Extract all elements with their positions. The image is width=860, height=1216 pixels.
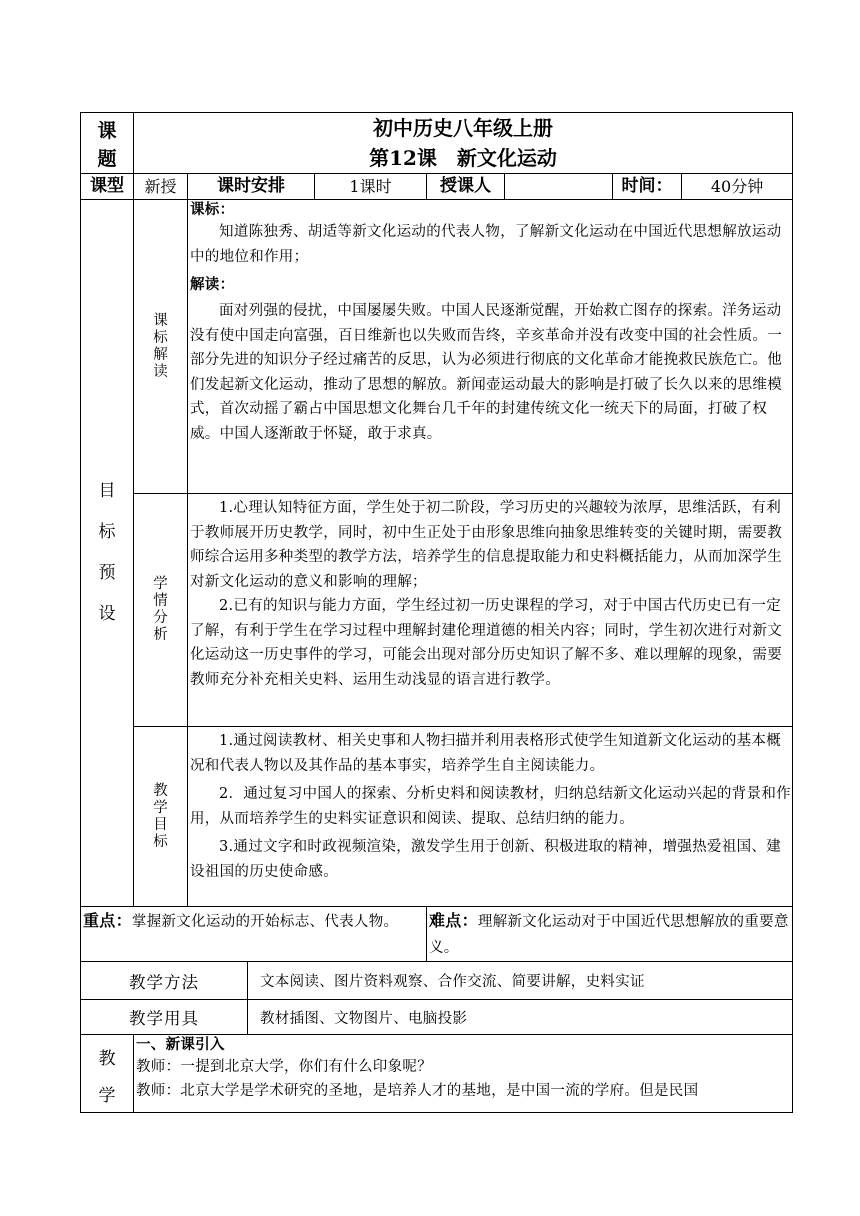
goals-label-cell — [81, 200, 134, 907]
side-char: 目 — [153, 816, 168, 833]
objectives-side-label — [134, 727, 188, 907]
teacher-label: 授课人 — [427, 174, 505, 200]
side-char: 解 — [153, 346, 168, 363]
lesson-type-value: 新授 — [134, 174, 188, 200]
student-analysis-p1: 1.心理认知特征方面，学生处于初二阶段，学习历史的兴趣较为浓厚，思维活跃，有利于教师展开历史教学，同时，初中生正处于由形象思维向抽象思维转变的关键时期，需要教师综合运用多种类型的教学方法，培养学生的信息提取能力和史料概括能力，从而加深学生对新文化运动的意义和影响的理解； — [190, 500, 782, 590]
methods-value: 文本阅读、图片资料观察、合作交流、简要讲解，史料实证 — [248, 962, 793, 1000]
difficult-point-cell — [427, 907, 793, 962]
time-label: 时间： — [613, 174, 682, 200]
side-char: 析 — [153, 627, 168, 643]
process-section-title: 一、新课引入 — [136, 1036, 225, 1053]
curriculum-side-label — [134, 200, 188, 494]
objective-3: 3.通过文字和时政视频渲染，激发学生用于创新、积极进取的精神，增强热爱祖国、建设祖国的历史使命感。 — [190, 839, 782, 880]
process-content — [134, 1035, 793, 1113]
side-char: 标 — [153, 833, 168, 850]
student-analysis-side-label — [134, 494, 188, 727]
topic-label-cell — [81, 113, 134, 174]
side-char: 读 — [153, 363, 168, 380]
lesson-plan-table — [80, 112, 793, 1113]
objective-1: 1.通过阅读教材、相关史事和人物扫描并利用表格形式使学生知道新文化运动的基本概况和代表人物以及其作品的基本事实，培养学生自主阅读能力。 — [190, 733, 782, 774]
topic-label-char: 题 — [97, 148, 117, 170]
standard-text: 知道陈独秀、胡适等新文化运动的代表人物，了解新文化运动在中国近代思想解放运动中的地位和作用； — [190, 224, 782, 265]
student-analysis-content — [188, 494, 793, 727]
side-char: 标 — [153, 329, 168, 346]
lesson-title-line1: 初中历史八年级上册 — [373, 116, 554, 140]
lesson-plan — [80, 112, 792, 1113]
key-point-text: 掌握新文化运动的开始标志、代表人物。 — [131, 914, 399, 930]
time-value: 40分钟 — [682, 174, 793, 200]
process-line-1: 教师：一提到北京大学，你们有什么印象呢？ — [136, 1059, 432, 1075]
schedule-label: 课时安排 — [188, 174, 315, 200]
curriculum-content — [188, 200, 793, 494]
side-char: 学 — [153, 799, 168, 816]
goals-label-char: 标 — [98, 522, 116, 542]
tools-value: 教材插图、文物图片、电脑投影 — [248, 1000, 793, 1035]
goals-label-char: 预 — [98, 563, 116, 583]
tools-label: 教学用具 — [81, 1000, 248, 1035]
side-char: 课 — [153, 312, 168, 329]
process-line-2: 教师：北京大学是学术研究的圣地，是培养人才的基地，是中国一流的学府。但是民国 — [136, 1083, 699, 1099]
side-char: 教 — [153, 782, 168, 799]
lesson-title-line2: 第12课 新文化运动 — [369, 146, 557, 170]
topic-label-char: 课 — [97, 120, 117, 142]
difficult-point-text: 理解新文化运动对于中国近代思想解放的重要意义。 — [429, 914, 789, 956]
key-point-cell — [81, 907, 427, 962]
lesson-title-cell — [134, 113, 793, 174]
standard-label: 课标： — [190, 201, 235, 218]
side-char: 分 — [153, 610, 168, 626]
methods-label: 教学方法 — [81, 962, 248, 1000]
interpret-text: 面对列强的侵扰，中国屡屡失败。中国人民逐渐觉醒，开始救亡图存的探索。洋务运动没有使中国走向富强，百日维新也以失败而告终，辛亥革命并没有改变中国的社会性质。一部分先进的知识分子经过痛苦的反思，认为必须进行彻底的文化革命才能挽救民族危亡。他们发起新文化运动，推动了思想的解放。新闻壶运动最大的影响是打破了长久以来的思维模式，首次动摇了霸占中国思想文化舞台几千年的封建传统文化一统天下的局面，打破了权威。中国人逐渐敢于怀疑，敢于求真。 — [190, 303, 782, 442]
objective-2: 2．通过复习中国人的探索、分析史料和阅读教材，归纳总结新文化运动兴起的背景和作用，从而培养学生的史料实证意识和阅读、提取、总结归纳的能力。 — [190, 786, 791, 827]
interpret-label: 解读： — [190, 276, 235, 293]
goals-label-char: 目 — [98, 481, 116, 501]
objectives-content — [188, 727, 793, 907]
key-point-label: 重点： — [83, 911, 132, 930]
process-label-cell — [81, 1035, 134, 1113]
teacher-value — [505, 174, 613, 200]
lesson-type-label: 课型 — [81, 174, 134, 200]
schedule-value: 1课时 — [315, 174, 427, 200]
side-char: 情 — [153, 593, 168, 609]
side-char: 学 — [153, 576, 168, 592]
process-label-char: 教 — [98, 1049, 116, 1069]
process-label-char: 学 — [98, 1086, 116, 1106]
difficult-point-label: 难点： — [429, 911, 478, 930]
goals-label-char: 设 — [98, 604, 116, 624]
student-analysis-p2: 2.已有的知识与能力方面，学生经过初一历史课程的学习，对于中国古代历史已有一定了解，有利于学生在学习过程中理解封建伦理道德的相关内容；同时，学生初次进行对新文化运动这一历史事件的学习，可能会出现对部分历史知识了解不多、难以理解的现象，需要教师充分补充相关史料、运用生动浅显的语言进行教学。 — [190, 598, 782, 688]
